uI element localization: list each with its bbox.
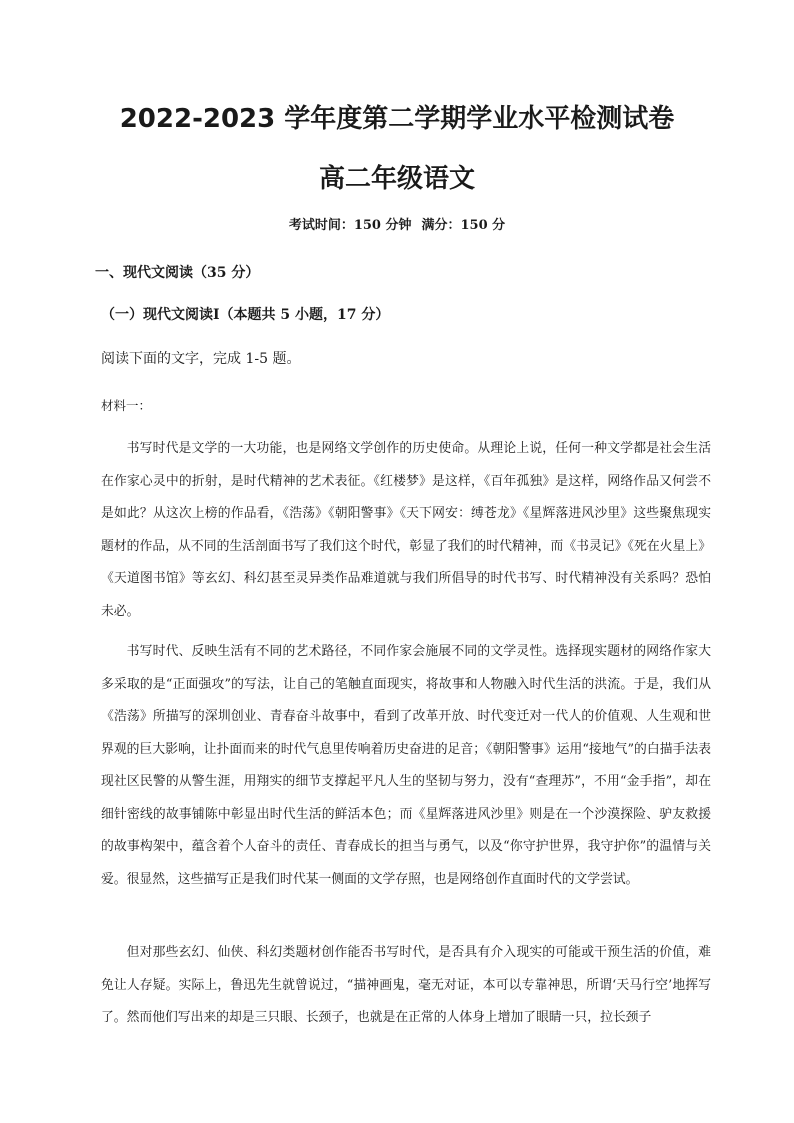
exam-subtitle: 高二年级语文 <box>318 164 475 194</box>
reading-instruction: 阅读下面的文字，完成 1-5 题。 <box>101 351 301 367</box>
body-paragraph: 但对那些玄幻、仙侠、科幻类题材创作能否书写时代，是否具有介入现实的可能或干预生活的价值，难免让人存疑。实际上，鲁迅先生就曾说过，“描神画鬼，毫无对证，本可以专靠神思，所谓‘天马行空’地挥写了。然而他们写出来的却是三只眼、长颈子，也就是在正常的人体身上增加了眼睛一只，拉长颈子 <box>101 945 711 1025</box>
body-paragraph: 书写时代是文学的一大功能，也是网络文学创作的历史使命。从理论上说，任何一种文学都是社会生活在作家心灵中的折射，是时代精神的艺术表征。《红楼梦》是这样，《百年孤独》是这样，网络作品又何尝不是如此？从这次上榜的作品看，《浩荡》《朝阳警事》《天下网安：缚苍龙》《星辉落进风沙里》这些聚焦现实题材的作品，从不同的生活剖面书写了我们这个时代，彰显了我们的时代精神，而《书灵记》《死在火星上》《天道图书馆》等玄幻、科幻甚至灵异类作品难道就与我们所倡导的时代书写、时代精神没有关系吗？恐怕未必。 <box>101 441 711 619</box>
full-score: 满分：150 分 <box>421 218 506 233</box>
subsection-heading: （一）现代文阅读Ⅰ（本题共 5 小题，17 分） <box>101 307 390 323</box>
exam-info <box>0 214 794 233</box>
section-heading: 一、现代文阅读（35 分） <box>95 265 260 281</box>
exam-title: 2022-2023 学年度第二学期学业水平检测试卷 <box>119 104 675 134</box>
exam-time: 考试时间：150 分钟 <box>288 218 412 233</box>
material-label: 材料一： <box>101 398 152 413</box>
body-paragraph: 书写时代、反映生活有不同的艺术路径，不同作家会施展不同的文学灵性。选择现实题材的网络作家大多采取的是“正面强攻”的写法，让自己的笔触直面现实，将故事和人物融入时代生活的洪流。于是，我们从《浩荡》所描写的深圳创业、青春奋斗故事中，看到了改革开放、时代变迁对一代人的价值观、人生观和世界观的巨大影响，让扑面而来的时代气息里传响着历史奋进的足音；《朝阳警事》运用“接地气”的白描手法表现社区民警的从警生涯，用翔实的细节支撑起平凡人生的坚韧与努力，没有“查理苏”，不用“金手指”，却在细针密线的故事铺陈中彰显出时代生活的鲜活本色；而《星辉落进风沙里》则是在一个沙漠探险、驴友救援的故事构架中，蕴含着个人奋斗的责任、青春成长的担当与勇气，以及“你守护世界，我守护你”的温情与关爱。很显然，这些描写正是我们时代某一侧面的文学存照，也是网络创作直面时代的文学尝试。 <box>101 644 711 887</box>
